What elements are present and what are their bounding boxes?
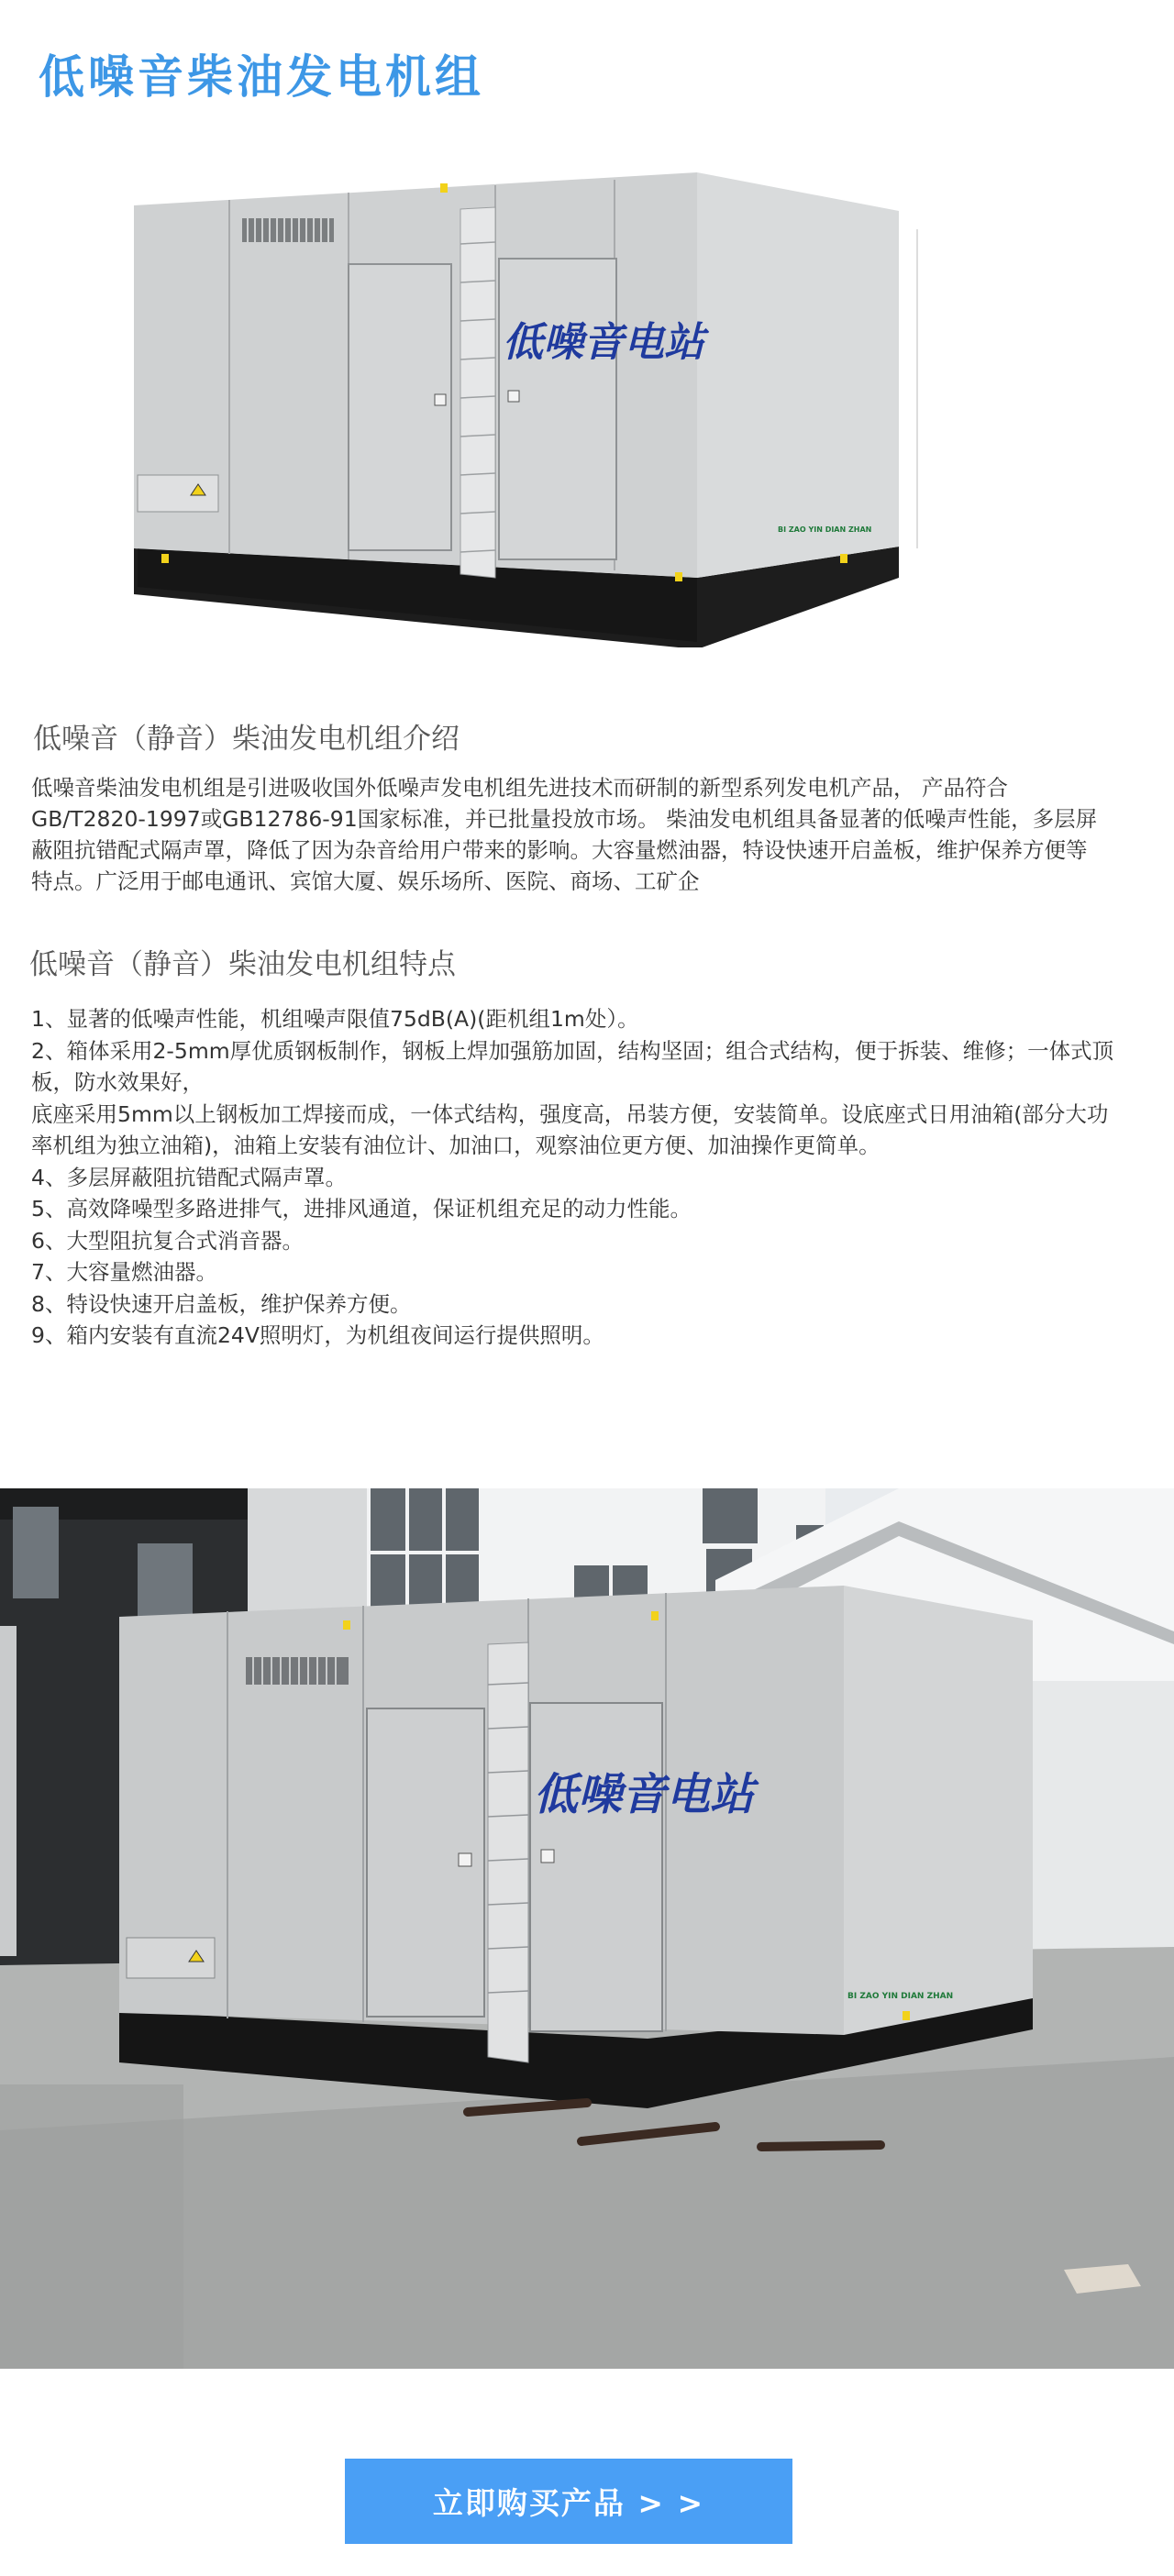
nameplate-text: BI ZAO YIN DIAN ZHAN xyxy=(778,525,872,534)
feature-item: 2、箱体采用2-5mm厚优质钢板制作，钢板上焊加强筋加固，结构坚固；组合式结构，便于拆装、维修；一体式顶板，防水效果好， xyxy=(31,1037,1114,1095)
features-heading: 低噪音（静音）柴油发电机组特点 xyxy=(29,948,456,981)
page-title: 低噪音柴油发电机组 xyxy=(39,50,484,104)
buy-now-button[interactable]: 立即购买产品 > > xyxy=(345,2459,792,2544)
feature-list xyxy=(31,1003,1123,1352)
product-image xyxy=(128,163,954,647)
intro-heading: 低噪音（静音）柴油发电机组介绍 xyxy=(33,723,460,756)
feature-item: 底座采用5mm以上钢板加工焊接而成，一体式结构，强度高，吊装方便，安装简单。设底座式日用油箱(部分大功率机组为独立油箱)，油箱上安装有油位计、加油口，观察油位更方便、加油操作更简单。 xyxy=(31,1100,1109,1158)
panel-logo-text: 低噪音电站 xyxy=(503,319,704,366)
product-photo xyxy=(0,1488,1174,2369)
photo-panel-logo-text: 低噪音电站 xyxy=(534,1769,755,1820)
feature-item: 8、特设快速开启盖板，维护保养方便。 xyxy=(31,1290,412,1317)
intro-text: 低噪音柴油发电机组是引进吸收国外低噪声发电机组先进技术而研制的新型系列发电机产品， 产品符合GB/T2820-1997或GB12786-91国家标准，并已批量投放市场。 柴油发电机组具备显著的低噪声性能，多层屏蔽阻抗错配式隔声罩，降低了因为杂音给用户带来的影响。大容量燃油器，特设快速开启盖板，维护保养方便等特点。广泛用于邮电通讯、宾馆大厦、娱乐场所、医院、商场、工矿企 xyxy=(31,775,1098,894)
feature-item: 5、高效降噪型多路进排气，进排风通道，保证机组充足的动力性能。 xyxy=(31,1196,692,1222)
photo-nameplate-text: BI ZAO YIN DIAN ZHAN xyxy=(847,1992,954,2001)
feature-item: 9、箱内安装有直流24V照明灯，为机组夜间运行提供照明。 xyxy=(31,1322,604,1348)
feature-item: 4、多层屏蔽阻抗错配式隔声罩。 xyxy=(31,1164,347,1190)
feature-item: 1、显著的低噪声性能，机组噪声限值75dB(A)(距机组1m处）。 xyxy=(31,1006,639,1032)
feature-item: 7、大容量燃油器。 xyxy=(31,1259,217,1285)
feature-item: 6、大型阻抗复合式消音器。 xyxy=(31,1227,304,1254)
